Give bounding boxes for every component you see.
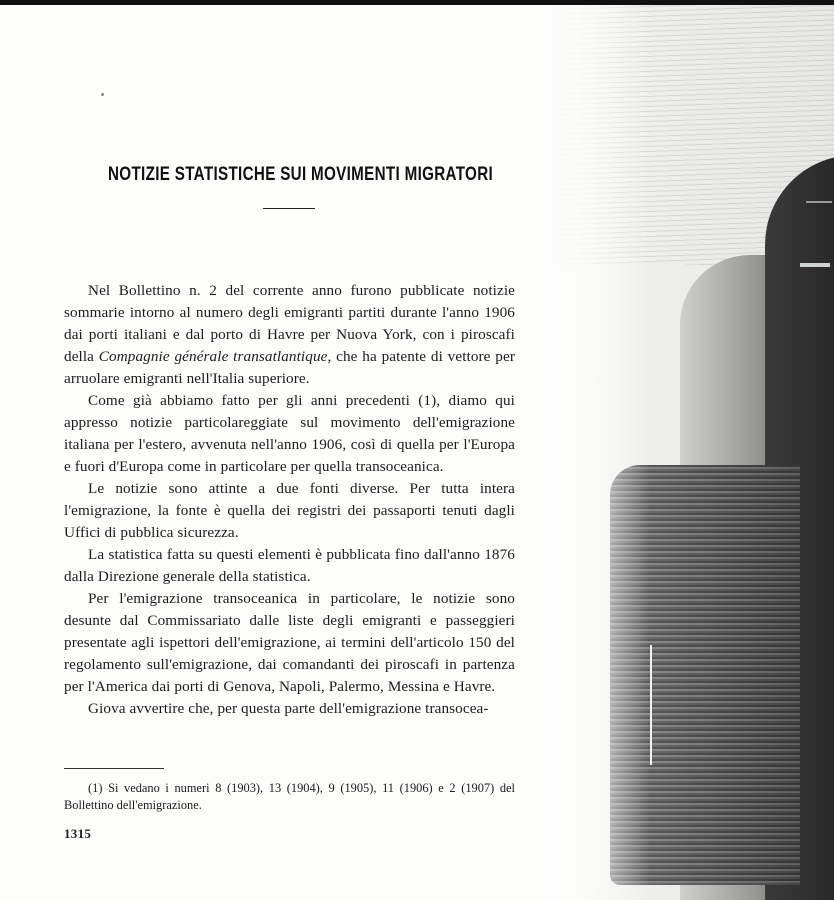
scanned-page-edge <box>530 5 834 900</box>
ink-speck <box>101 93 104 96</box>
footnote-divider <box>64 768 164 769</box>
paragraph: Le notizie sono attinte a due fonti diverse. Per tutta intera l'emigrazione, la fonte è quella dei registri dei passaporti tenuti dagli Uffici di pubblica sicurezza. <box>64 480 515 541</box>
body-text <box>64 280 515 720</box>
page-number: 1315 <box>64 826 92 841</box>
page-title: NOTIZIE STATISTICHE SUI MOVIMENTI MIGRATORI <box>108 164 494 185</box>
footnote: (1) Si vedano i numeri 8 (1903), 13 (1904), 9 (1905), 11 (1906) e 2 (1907) del Bollettino dell'emigrazione. <box>64 781 515 812</box>
paragraph: Giova avvertire che, per questa parte dell'emigrazione transocea- <box>88 700 489 717</box>
paragraph: Per l'emigrazione transoceanica in particolare, le notizie sono desunte dal Commissariato dalle liste degli emigranti e passeggieri presentate agli ispettori dell'emigrazione, ai termini dell'articolo 150 del regolamento sull'emigrazione, dai comandanti dei piroscafi in partenza per l'America dai porti di Genova, Napoli, Palermo, Messina e Havre. <box>64 590 515 695</box>
paragraph: Nel Bollettino n. 2 del corrente anno furono pubblicate notizie sommarie intorno al numero degli emigranti partiti durante l'anno 1906 dai porti italiani e dal porto di Havre per Nuova York, con i piroscafi della Compagnie générale transatlantique, che ha patente di vettore per arruolare emigranti nell'Italia superiore. <box>64 282 515 387</box>
title-underline <box>263 208 315 209</box>
paragraph: Come già abbiamo fatto per gli anni precedenti (1), diamo qui appresso notizie particolareggiate sul movimento dell'emigrazione italiana per l'estero, avvenuta nell'anno 1906, così di quella per l'Europa e fuori d'Europa come in particolare per quella transoceanica. <box>64 392 515 475</box>
paragraph: La statistica fatta su questi elementi è pubblicata fino dall'anno 1876 dalla Direzione generale della statistica. <box>64 546 515 585</box>
